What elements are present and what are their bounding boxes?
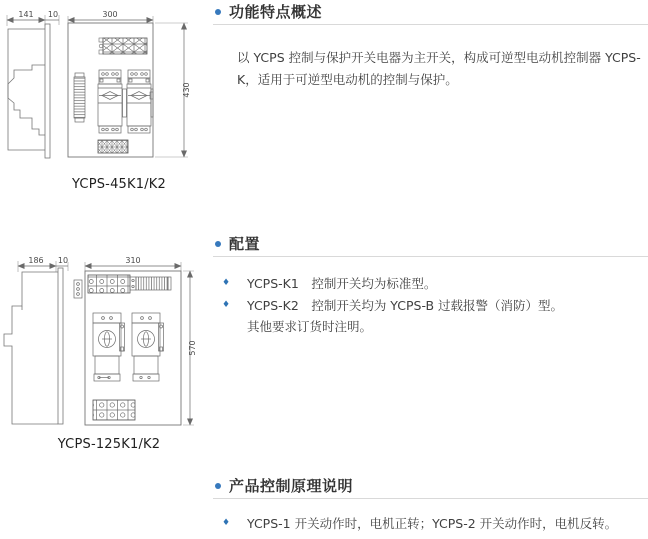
- dim-45-panel-gap: 10: [47, 10, 59, 19]
- section-title: 功能特点概述: [229, 2, 323, 21]
- ycps-125-switch-1: [93, 313, 125, 381]
- diamond-bullet-icon: ♦: [221, 300, 231, 310]
- diagram-label-ycps-125: YCPS-125K1/K2: [57, 437, 161, 452]
- section-features-header: [213, 2, 648, 20]
- list-item-text: YCPS-K2 控制开关均为 YCPS-B 过载报警（消防）型。: [247, 298, 564, 313]
- ycps-125-din-clip: [74, 280, 82, 298]
- ycps-45-contactor-2: [127, 70, 153, 133]
- dimension-lines-45: [7, 15, 188, 157]
- dim-125-front-height: 570: [188, 340, 197, 356]
- section-control-principle-header: [213, 476, 648, 494]
- bullet-dot-icon: [215, 241, 221, 247]
- list-item: [213, 295, 648, 316]
- dim-125-panel-gap: 10: [57, 256, 69, 265]
- section-configuration-header: [213, 234, 648, 252]
- list-item: [213, 273, 648, 294]
- diamond-bullet-icon: ♦: [221, 278, 231, 288]
- diagram-label-ycps-45: YCPS-45K1/K2: [71, 177, 166, 192]
- list-item: [213, 513, 648, 534]
- section-control-principle: [213, 476, 648, 534]
- bullet-dot-icon: [215, 483, 221, 489]
- diagram-ycps-125: [2, 250, 210, 452]
- list-item-text: YCPS-K1 控制开关均为标准型。: [247, 276, 437, 291]
- dim-45-front-width: 300: [102, 10, 118, 19]
- header-divider: [213, 24, 648, 25]
- ycps-125-drawing: [2, 250, 210, 432]
- section-title: 配置: [229, 234, 261, 253]
- ycps-45-side-view: [8, 24, 50, 158]
- ycps-125-comb-strip: [130, 277, 171, 290]
- section-configuration: [213, 234, 648, 337]
- ycps-45-comb-strip: [74, 73, 85, 122]
- header-divider: [213, 498, 648, 499]
- configuration-note: 其他要求订货时注明。: [247, 319, 373, 334]
- bullet-dot-icon: [215, 9, 221, 15]
- ycps-125-switch-2: [132, 313, 164, 381]
- dim-45-front-height: 430: [182, 82, 191, 98]
- ycps-125-top-terminals: [88, 275, 130, 293]
- control-principle-list: [213, 513, 648, 534]
- ycps-45-drawing: [2, 4, 204, 172]
- ycps-45-top-terminals: [99, 38, 147, 54]
- configuration-list: [213, 273, 648, 316]
- diagram-ycps-45: [2, 4, 204, 192]
- ycps-125-bottom-terminals: [93, 400, 135, 420]
- features-paragraph: 以 YCPS 控制与保护开关电器为主开关，构成可逆型电动机控制器 YCPS-K，适用于可逆型电动机的控制与保护。: [237, 50, 641, 87]
- section-title: 产品控制原理说明: [229, 476, 354, 495]
- dim-125-front-width: 310: [125, 256, 141, 265]
- ycps-45-bottom-terminals: [98, 140, 128, 153]
- dim-45-side-width: 141: [18, 10, 34, 19]
- ycps-125-side-view: [4, 268, 63, 424]
- dim-125-side-width: 186: [28, 256, 44, 265]
- header-divider: [213, 256, 648, 257]
- list-item-text: YCPS-1 开关动作时，电机正转；YCPS-2 开关动作时，电机反转。: [247, 516, 618, 531]
- ycps-45-contactor-1: [98, 70, 127, 133]
- section-features: [213, 2, 648, 91]
- diamond-bullet-icon: ♦: [221, 518, 231, 528]
